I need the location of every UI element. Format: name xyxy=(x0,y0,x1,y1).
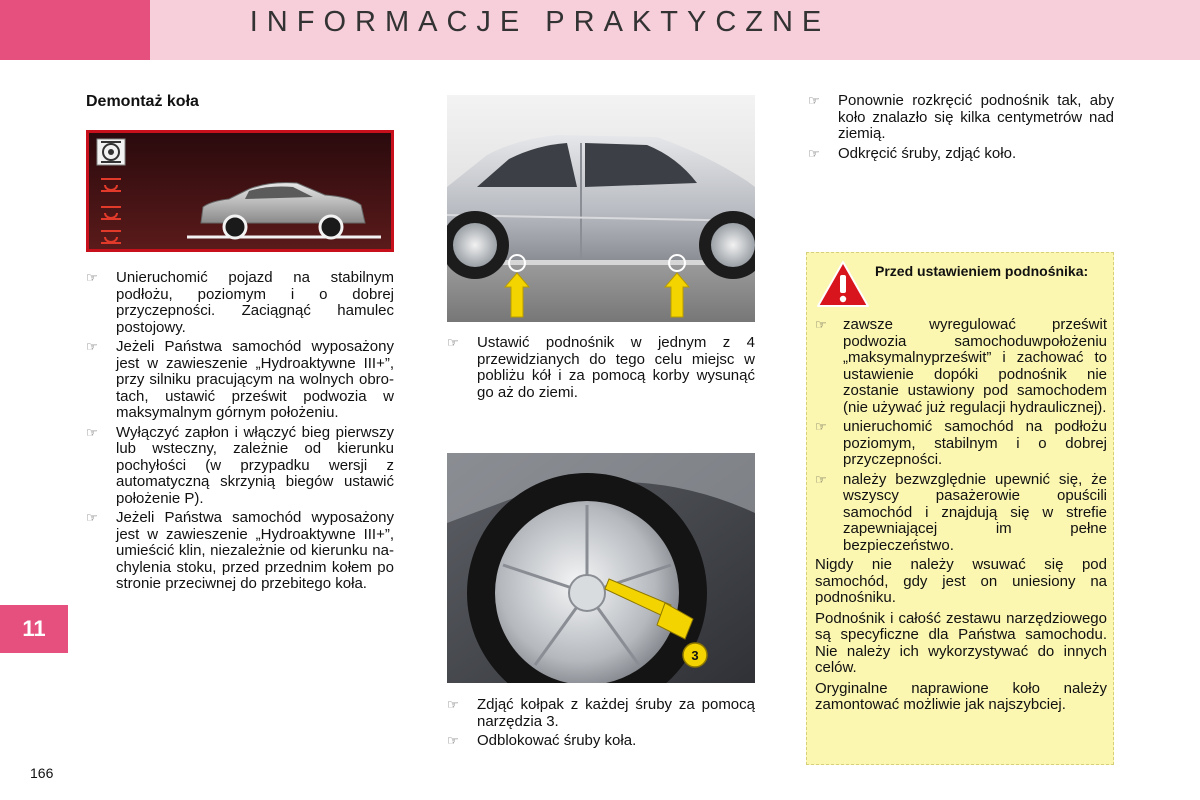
pointing-hand-icon: ☞ xyxy=(447,335,459,350)
car-side-illustration xyxy=(447,95,755,322)
pointing-hand-icon: ☞ xyxy=(815,471,827,487)
warning-content xyxy=(815,317,1107,718)
list-item: ☞ Ustawić podnośnik w jednym z 4 przewidzianych do tego celu miejsc w pobliżu kół i za pomocą korby wysunąć go aż do ziemi. xyxy=(447,334,755,401)
warning-paragraph: Oryginalne naprawione koło należy zamontować możliwie jak najszybciej. xyxy=(815,679,1107,713)
instructions-column-1 xyxy=(86,270,394,596)
pointing-hand-icon: ☞ xyxy=(808,145,820,161)
list-item: ☞ należy bezwzględnie upewnić się, że wszyscy pasażerowie opuścili samochód i znajdują się w strefie zapewniającej im pełne bezpieczeństwo. xyxy=(815,470,1107,554)
list-item: ☞ Odkręcić śruby, zdjąć koło. xyxy=(808,144,1017,162)
list-item: ☞ Unieruchomić pojazd na stabilnym podłożu, poziomym i o dobrej przyczepności. Zaciągnąć hamulec postojowy. xyxy=(86,269,394,336)
wheel-illustration xyxy=(447,453,755,683)
chapter-tab: 11 xyxy=(0,605,68,653)
pointing-hand-icon: ☞ xyxy=(815,419,827,434)
suspension-height-icon xyxy=(97,139,125,165)
list-item: ☞ unieruchomić samochód na podłożu poziomym, stabilnym i o dobrej przyczepności. xyxy=(815,418,1107,468)
page-title: INFORMACJE PRAKTYCZNE xyxy=(249,6,831,38)
list-item: ☞ Jeżeli Państwa samochód wyposażony jest w zawieszenie „Hydroaktywne III+”, umieścić klin, niezależnie od kierunku nachylenia stoku, przed przednim kołem po stronie przeciwnej do przebitego koła. xyxy=(86,509,394,592)
pointing-hand-icon: ☞ xyxy=(815,317,827,332)
pointing-hand-icon: ☞ xyxy=(447,697,459,712)
instructions-column-2a xyxy=(447,335,755,404)
list-item: ☞ Zdjąć kołpak z każdej śruby za pomocą narzędzia 3. xyxy=(447,696,755,730)
list-item: ☞ Jeżeli Państwa samochód wyposażony jest w zawieszenie „Hydroaktywne III+”, przy silniku pracującym na wolnych obrotach, ustawić prześwit podwozia w maksymalnym górnym położeniu. xyxy=(86,338,394,421)
pointing-hand-icon: ☞ xyxy=(86,510,98,525)
pointing-hand-icon: ☞ xyxy=(447,733,459,748)
pointing-hand-icon: ☞ xyxy=(86,424,98,440)
list-item: ☞ zawsze wyregulować prześwit podwozia samochoduwpołożeniu „maksymalnyprześwit” i zachować to ustawienie dopóki podnośnik nie zostanie ustawiony pod samochodem (nie używać już regulacji hydraulicznej). xyxy=(815,316,1107,416)
list-item: ☞ Ponownie rozkręcić podnośnik tak, aby koło znalazło się kilka centymetrów nad ziemią. xyxy=(808,92,1114,142)
suspension-display-illustration xyxy=(89,133,391,249)
warning-box xyxy=(806,252,1114,765)
warning-title: Przed ustawieniem podnośnika: xyxy=(875,263,1089,279)
suspension-display-figure xyxy=(86,130,394,252)
page-number: 166 xyxy=(30,765,54,781)
tool-number-label: 3 xyxy=(691,648,699,663)
section-heading: Demontaż koła xyxy=(86,93,199,110)
list-item: ☞ Odblokować śruby koła. xyxy=(447,732,637,749)
wheel-tool-figure xyxy=(447,453,755,683)
pointing-hand-icon: ☞ xyxy=(86,339,98,354)
instructions-column-2b xyxy=(447,697,755,753)
list-item: ☞ Wyłączyć zapłon i włączyć bieg pierwszy lub wsteczny, zależnie od kierunku pochyłości (w przypadku wersji z automatyczną skrzynią biegów ustawić położenie P). xyxy=(86,423,394,507)
pointing-hand-icon: ☞ xyxy=(86,270,98,285)
warning-triangle-icon xyxy=(815,259,871,309)
jack-points-figure xyxy=(447,95,755,322)
instructions-column-3 xyxy=(808,93,1114,165)
pointing-hand-icon: ☞ xyxy=(808,93,820,108)
warning-paragraph: Podnośnik i całość zestawu narzędziowego są specyficzne dla Państwa samochodu. Nie należy ich wykorzystywać do innych celów. xyxy=(815,609,1107,676)
warning-paragraph: Nigdy nie należy wsuwać się pod samochód, gdy jest on uniesiony na podnośniku. xyxy=(815,556,1107,606)
